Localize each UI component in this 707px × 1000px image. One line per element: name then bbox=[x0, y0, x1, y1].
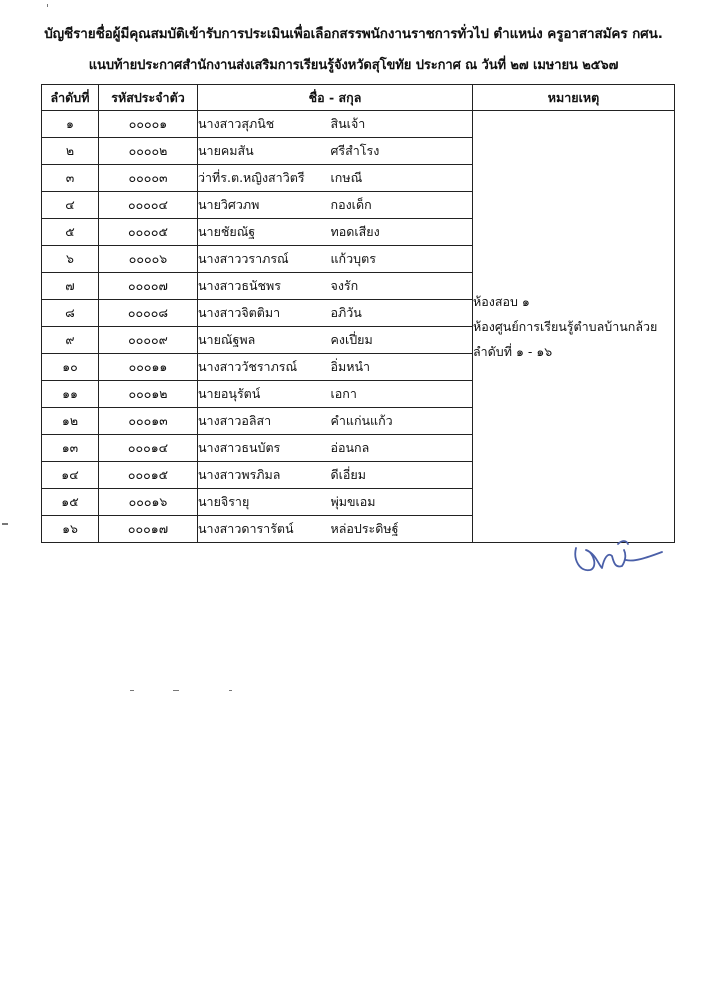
row-order: ๑๕ bbox=[42, 489, 99, 516]
row-order: ๗ bbox=[42, 273, 99, 300]
row-order: ๙ bbox=[42, 327, 99, 354]
remark-line1: ห้องสอบ ๑ bbox=[473, 294, 530, 309]
row-code: ๐๐๐๑๖ bbox=[99, 489, 198, 516]
row-surname: แก้วบุตร bbox=[331, 246, 473, 273]
row-order: ๔ bbox=[42, 192, 99, 219]
row-code: ๐๐๐๐๕ bbox=[99, 219, 198, 246]
header-remark: หมายเหตุ bbox=[473, 85, 675, 111]
row-order: ๑๓ bbox=[42, 435, 99, 462]
row-surname: เกษณี bbox=[331, 165, 473, 192]
row-surname: สินเจ้า bbox=[331, 111, 473, 138]
table-body bbox=[42, 111, 675, 543]
row-order: ๑๑ bbox=[42, 381, 99, 408]
row-order: ๒ bbox=[42, 138, 99, 165]
row-code: ๐๐๐๐๑ bbox=[99, 111, 198, 138]
row-surname: หล่อประดิษฐ์ bbox=[331, 516, 473, 543]
row-name: นางสาวอลิสา bbox=[198, 408, 331, 435]
row-order: ๓ bbox=[42, 165, 99, 192]
row-surname: เอกา bbox=[331, 381, 473, 408]
scan-speck bbox=[130, 690, 134, 691]
row-code: ๐๐๐๑๔ bbox=[99, 435, 198, 462]
row-code: ๐๐๐๐๘ bbox=[99, 300, 198, 327]
row-code: ๐๐๐๐๙ bbox=[99, 327, 198, 354]
row-name: นายจิรายุ bbox=[198, 489, 331, 516]
row-order: ๑๒ bbox=[42, 408, 99, 435]
row-code: ๐๐๐๐๔ bbox=[99, 192, 198, 219]
row-name: นางสาววราภรณ์ bbox=[198, 246, 331, 273]
row-surname: พุ่มขเอม bbox=[331, 489, 473, 516]
row-name: นายวิศวภพ bbox=[198, 192, 331, 219]
row-order: ๕ bbox=[42, 219, 99, 246]
row-order: ๑๐ bbox=[42, 354, 99, 381]
row-name: นางสาวธนัชพร bbox=[198, 273, 331, 300]
table-header-row bbox=[42, 85, 675, 111]
row-name: นางสาวจิตติมา bbox=[198, 300, 331, 327]
table-row bbox=[42, 111, 675, 138]
remark-line3: ลำดับที่ ๑ - ๑๖ bbox=[473, 344, 553, 359]
row-name: นายชัยณัฐ bbox=[198, 219, 331, 246]
remark-cell bbox=[473, 111, 675, 543]
row-code: ๐๐๐๐๖ bbox=[99, 246, 198, 273]
row-code: ๐๐๐๑๒ bbox=[99, 381, 198, 408]
row-name: นางสาวสุภนิช bbox=[198, 111, 331, 138]
row-code: ๐๐๐๑๗ bbox=[99, 516, 198, 543]
row-surname: ศรีสำโรง bbox=[331, 138, 473, 165]
row-code: ๐๐๐๑๑ bbox=[99, 354, 198, 381]
scan-speck bbox=[2, 523, 8, 525]
scan-speck bbox=[47, 4, 48, 7]
row-name: นายคมสัน bbox=[198, 138, 331, 165]
row-code: ๐๐๐๐๒ bbox=[99, 138, 198, 165]
row-code: ๐๐๐๐๓ bbox=[99, 165, 198, 192]
row-code: ๐๐๐๑๕ bbox=[99, 462, 198, 489]
document-subtitle: แนบท้ายประกาศสำนักงานส่งเสริมการเรียนรู้จังหวัดสุโขทัย ประกาศ ณ วันที่ ๒๗ เมษายน ๒๕๖๗ bbox=[88, 58, 619, 73]
row-order: ๑ bbox=[42, 111, 99, 138]
header-name: ชื่อ - สกุล bbox=[198, 85, 473, 111]
row-code: ๐๐๐๐๗ bbox=[99, 273, 198, 300]
row-name: นางสาววัชราภรณ์ bbox=[198, 354, 331, 381]
row-name: นางสาวพรภิมล bbox=[198, 462, 331, 489]
row-name: ว่าที่ร.ต.หญิงสาวิตรี bbox=[198, 165, 331, 192]
row-surname: ดีเอี่ยม bbox=[331, 462, 473, 489]
header-code: รหัสประจำตัว bbox=[99, 85, 198, 111]
document-title: บัญชีรายชื่อผู้มีคุณสมบัติเข้ารับการประเมินเพื่อเลือกสรรพนักงานราชการทั่วไป ตำแหน่ง ครูอาสาสมัคร กศน. bbox=[44, 26, 663, 42]
row-surname: อิ่มหนำ bbox=[331, 354, 473, 381]
row-surname: คงเปี่ยม bbox=[331, 327, 473, 354]
row-name: นางสาวธนบัตร bbox=[198, 435, 331, 462]
row-name: นายณัฐพล bbox=[198, 327, 331, 354]
row-order: ๑๖ bbox=[42, 516, 99, 543]
scan-speck bbox=[229, 690, 232, 691]
row-order: ๑๔ bbox=[42, 462, 99, 489]
row-surname: จงรัก bbox=[331, 273, 473, 300]
row-name: นายอนุรัตน์ bbox=[198, 381, 331, 408]
row-code: ๐๐๐๑๓ bbox=[99, 408, 198, 435]
row-order: ๘ bbox=[42, 300, 99, 327]
header-order: ลำดับที่ bbox=[42, 85, 99, 111]
scan-speck bbox=[173, 690, 179, 691]
candidate-table bbox=[41, 84, 675, 543]
row-name: นางสาวดารารัตน์ bbox=[198, 516, 331, 543]
row-surname: ทอดเสียง bbox=[331, 219, 473, 246]
row-surname: อ่อนกล bbox=[331, 435, 473, 462]
row-surname: คำแก่นแก้ว bbox=[331, 408, 473, 435]
remark-line2: ห้องศูนย์การเรียนรู้ตำบลบ้านกล้วย bbox=[473, 319, 658, 334]
row-surname: อภิวัน bbox=[331, 300, 473, 327]
row-order: ๖ bbox=[42, 246, 99, 273]
row-surname: กองเด็ก bbox=[331, 192, 473, 219]
signature bbox=[568, 530, 668, 582]
